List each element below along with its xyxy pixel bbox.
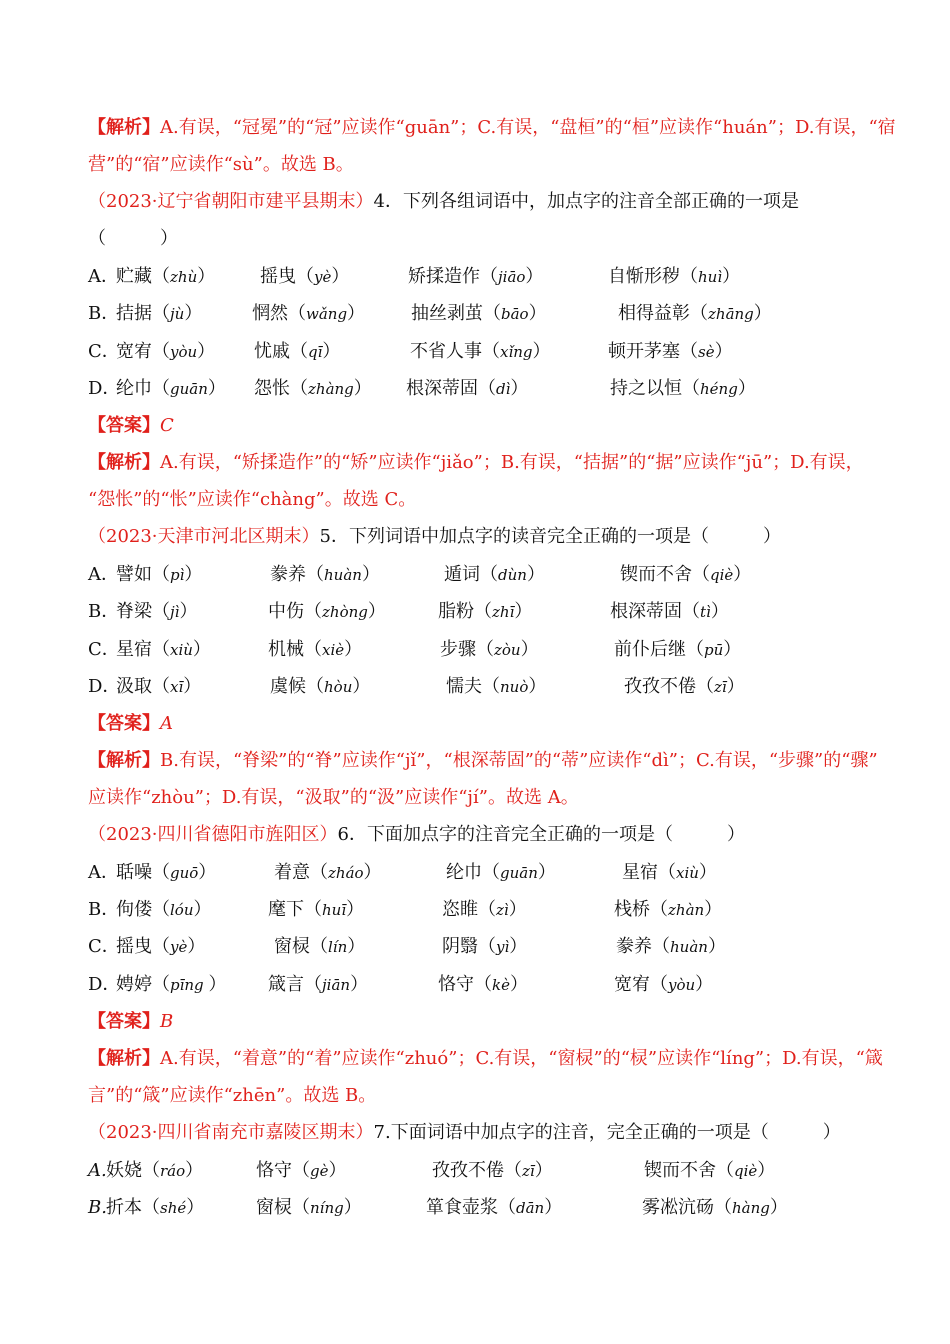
option-item: 惘然（wǎng） — [252, 303, 366, 324]
answer-line — [88, 411, 174, 441]
option-item: 窗棂（níng） — [256, 1197, 362, 1218]
option-item: 星宿（xiù） — [116, 639, 211, 660]
question-7-stem — [88, 1118, 841, 1148]
option-item: 虞候（hòu） — [270, 676, 371, 697]
option-item: 阴翳（yì） — [442, 936, 528, 957]
option-item: 忧戚（qī） — [254, 341, 341, 362]
option-item: 恣睢（zì） — [442, 899, 527, 920]
option-item: 恪守（gè） — [256, 1160, 347, 1181]
option-label: B． — [88, 601, 120, 622]
analysis-tag: 【解析】 — [88, 452, 160, 473]
answer-value: B — [160, 1011, 174, 1032]
analysis-line — [88, 746, 878, 776]
option-item: 佝偻（lóu） — [116, 899, 212, 920]
option-item: 窗棂（lín） — [274, 936, 366, 957]
option-item: 聒噪（guō） — [116, 862, 217, 883]
analysis-line — [88, 1081, 376, 1111]
option-item: 锲而不舍（qiè） — [644, 1160, 776, 1181]
option-item: 自惭形秽（huì） — [608, 266, 741, 287]
option-item: 箪食壶浆（dān） — [426, 1197, 563, 1218]
option-item: 懦夫（nuò） — [446, 676, 547, 697]
analysis-line — [88, 448, 864, 478]
option-item: 着意（zháo） — [274, 862, 382, 883]
question-source: （2023·四川省德阳市旌阳区） — [88, 824, 338, 845]
answer-tag: 【答案】 — [88, 713, 160, 734]
analysis-text: 应读作“zhòu”；D.有误，“汲取”的“汲”应读作“jí”。故选 A。 — [88, 787, 579, 808]
option-label: C． — [88, 341, 120, 362]
option-item: 脊梁（jì） — [116, 601, 198, 622]
option-item: 中伤（zhòng） — [268, 601, 386, 622]
option-label: A． — [88, 862, 119, 883]
analysis-line — [88, 1044, 883, 1074]
question-text: 5．下列词语中加点字的读音完全正确的一项是（ ） — [319, 526, 781, 547]
option-item: 宽宥（yòu） — [614, 974, 714, 995]
option-item: 持之以恒（héng） — [610, 378, 756, 399]
option-item: 不省人事（xǐng） — [410, 341, 551, 362]
answer-tag: 【答案】 — [88, 1011, 160, 1032]
option-item: 星宿（xiù） — [622, 862, 717, 883]
option-item: 孜孜不倦（zī） — [432, 1160, 553, 1181]
option-label: C． — [88, 936, 120, 957]
option-item: 雾凇沆砀（hàng） — [642, 1197, 788, 1218]
answer-value: A — [160, 713, 173, 734]
option-label: D． — [88, 974, 121, 995]
option-item: 栈桥（zhàn） — [614, 899, 723, 920]
option-item: 摇曳（yè） — [116, 936, 206, 957]
option-item: 妖娆（ráo） — [106, 1160, 204, 1181]
question-source: （2023·辽宁省朝阳市建平县期末） — [88, 191, 374, 212]
option-label: C． — [88, 639, 120, 660]
option-label: A. — [88, 1160, 107, 1181]
analysis-text: A.有误，“矫揉造作”的“矫”应读作“jiǎo”；B.有误，“拮据”的“据”应读作“jū”；D.有误， — [160, 452, 864, 473]
option-item: 恪守（kè） — [438, 974, 528, 995]
option-item: 遁词（dùn） — [444, 564, 545, 585]
answer-blank: （ ） — [88, 228, 178, 249]
option-item: 汲取（xī） — [116, 676, 202, 697]
question-6-stem — [88, 820, 745, 850]
option-label: B. — [88, 1197, 107, 1218]
answer-tag: 【答案】 — [88, 415, 160, 436]
option-item: 根深蒂固（tì） — [610, 601, 729, 622]
option-item: 孜孜不倦（zī） — [624, 676, 745, 697]
option-item: 譬如（pì） — [116, 564, 203, 585]
option-item: 相得益彰（zhāng） — [618, 303, 772, 324]
option-label: D． — [88, 378, 121, 399]
option-item: 麾下（huī） — [268, 899, 365, 920]
option-item: 怨怅（zhàng） — [254, 378, 372, 399]
option-label: B． — [88, 303, 120, 324]
answer-line — [88, 1007, 173, 1037]
option-item: 娉婷（pīng ） — [116, 974, 227, 995]
analysis-text: 言”的“箴”应读作“zhēn”。故选 B。 — [88, 1085, 377, 1106]
question-5-stem — [88, 522, 781, 552]
question-text: 6．下面加点字的注音完全正确的一项是（ ） — [337, 824, 745, 845]
option-label: A． — [88, 266, 119, 287]
question-source: （2023·四川省南充市嘉陵区期末） — [88, 1122, 374, 1143]
analysis-text: A.有误，“着意”的“着”应读作“zhuó”；C.有误，“窗棂”的“棂”应读作“líng”；D.有误，“箴 — [160, 1048, 883, 1069]
analysis-line — [88, 783, 579, 813]
option-label: B． — [88, 899, 120, 920]
question-text: 4．下列各组词语中，加点字的注音全部正确的一项是 — [373, 191, 799, 212]
option-item: 矫揉造作（jiāo） — [408, 266, 544, 287]
analysis-line — [88, 485, 416, 515]
analysis-tag: 【解析】 — [88, 1048, 160, 1069]
option-item: 豢养（huàn） — [616, 936, 726, 957]
option-label: A． — [88, 564, 119, 585]
question-text: 7.下面词语中加点字的注音，完全正确的一项是（ ） — [373, 1122, 841, 1143]
analysis-line — [88, 113, 896, 143]
analysis-text: B.有误，“脊梁”的“脊”应读作“jǐ”，“根深蒂固”的“蒂”应读作“dì”；C.有误，“步骤”的“骤” — [160, 750, 878, 771]
analysis-tag: 【解析】 — [88, 117, 160, 138]
question-source: （2023·天津市河北区期末） — [88, 526, 320, 547]
option-item: 顿开茅塞（sè） — [608, 341, 733, 362]
option-item: 贮藏（zhù） — [116, 266, 216, 287]
option-item: 豢养（huàn） — [270, 564, 380, 585]
option-item: 折本（shé） — [106, 1197, 205, 1218]
option-item: 根深蒂固（dì） — [406, 378, 529, 399]
analysis-line — [88, 150, 354, 180]
analysis-text: A.有误，“冠冕”的“冠”应读作“guān”；C.有误，“盘桓”的“桓”应读作“huán”；D.有误，“宿 — [160, 117, 896, 138]
analysis-text: “怨怅”的“怅”应读作“chàng”。故选 C。 — [88, 489, 417, 510]
answer-line — [88, 709, 173, 739]
option-item: 宽宥（yòu） — [116, 341, 216, 362]
option-item: 摇曳（yè） — [260, 266, 350, 287]
question-4-stem — [88, 187, 799, 217]
option-item: 纶巾（guān） — [446, 862, 556, 883]
option-item: 箴言（jiān） — [268, 974, 369, 995]
answer-value: C — [160, 415, 174, 436]
option-item: 纶巾（guān） — [116, 378, 226, 399]
option-item: 锲而不舍（qiè） — [620, 564, 752, 585]
option-label: D． — [88, 676, 121, 697]
option-item: 抽丝剥茧（bāo） — [411, 303, 547, 324]
option-item: 机械（xiè） — [268, 639, 363, 660]
analysis-text: 营”的“宿”应读作“sù”。故选 B。 — [88, 154, 354, 175]
option-item: 拮据（jù） — [116, 303, 203, 324]
option-item: 前仆后继（pū） — [614, 639, 742, 660]
option-item: 步骤（zòu） — [440, 639, 539, 660]
analysis-tag: 【解析】 — [88, 750, 160, 771]
option-item: 脂粉（zhī） — [438, 601, 533, 622]
